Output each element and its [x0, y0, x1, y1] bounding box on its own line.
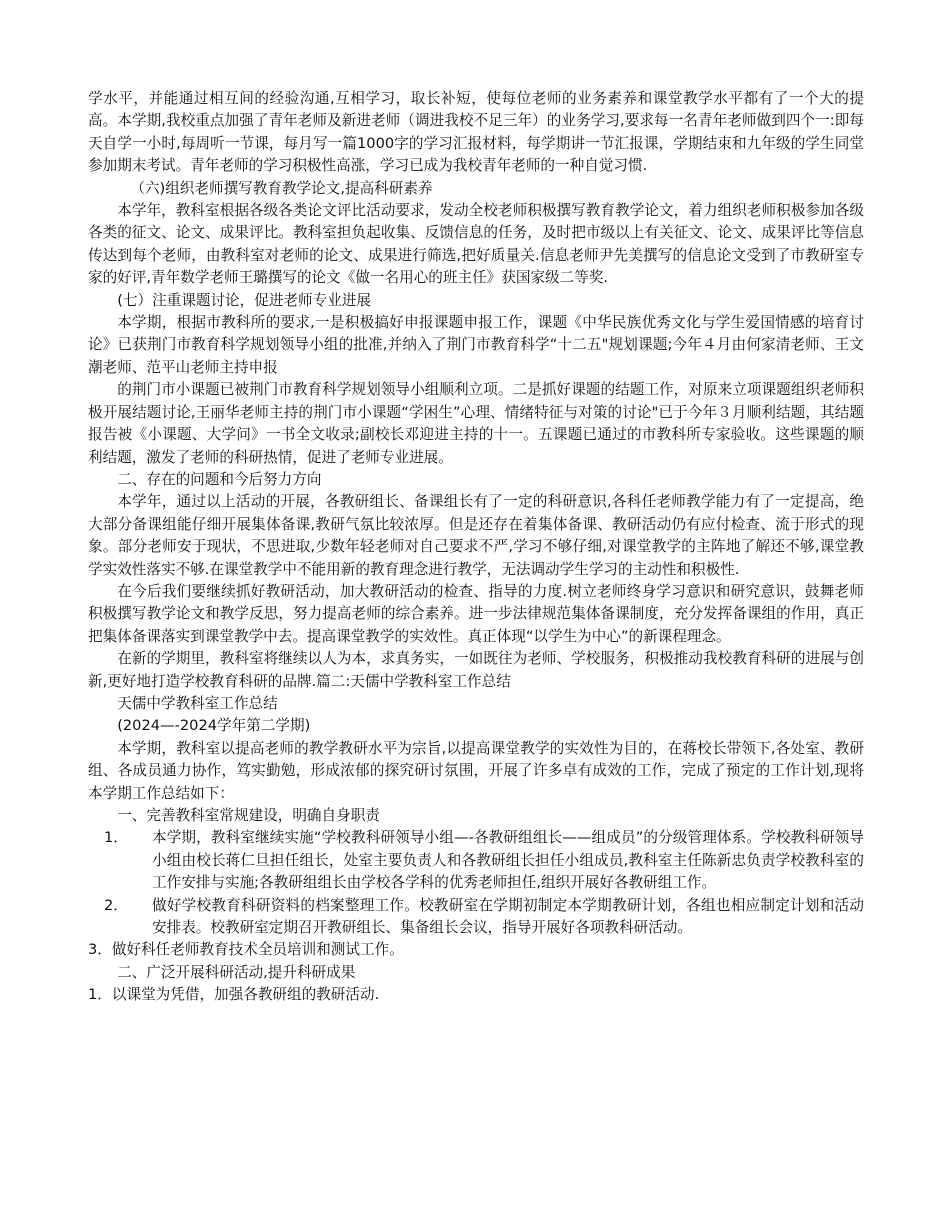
paragraph-new-term: 在新的学期里，教科室将继续以人为本，求真务实，一如既往为老师、学校服务，积极推动我校教育科研的进展与创新,更好地打造学校教育科研的品牌.篇二:天儒中学教科室工作总结: [88, 650, 864, 690]
paragraph-topics-2: 的荆门市小课题已被荆门市教育科学规划领导小组顺利立项。二是抓好课题的结题工作，对原来立项课题组织老师积极开展结题讨论,王丽华老师主持的荆门市小课题“学困生”心理、情绪特征与对策的讨论"已于今年３月顺利结题，其结题报告被《小课题、大学问》一书全文收录;副校长邓迎进主持的十一。五课题已通过的市教科所专家验收。这些课题的顺利结题，激发了老师的科研热情，促进了老师专业进展。: [88, 381, 864, 466]
paragraph-future: 在今后我们要继续抓好教研活动，加大教研活动的检查、指导的力度.树立老师终身学习意识和研究意识，鼓舞老师积极撰写教学论文和教学反思，努力提高老师的综合素养。进一步法律规范集体备课制度，充分发挥备课组的作用，真正把集体备课落实到课堂教学中去。提高课堂教学的实效性。真正体现“以学生为中心”的新课程理念。: [88, 582, 864, 645]
list-item-2: [88, 895, 864, 940]
list-item-3: 3．做好科任老师教育技术全员培训和测试工作。: [88, 941, 404, 959]
paragraph-intro: 本学期，教科室以提高老师的教学教研水平为宗旨,以提高课堂教学的实效性为目的，在蒋校长带领下,各处室、教研组、各成员通力协作，笃实勤勉，形成浓郁的探究研讨氛围，开展了许多卓有成效的工作，完成了预定的工作计划,现将本学期工作总结如下：: [88, 739, 864, 802]
paragraph-problems: 本学年，通过以上活动的开展，各教研组长、备课组长有了一定的科研意识,各科任老师教学能力有了一定提高，绝大部分备课组能仔细开展集体备课,教研气氛比较浓厚。但是还存在着集体备课、教研活动仍有应付检查、流于形式的现象。部分老师安于现状，不思进取,少数年轻老师对自己要求不严,学习不够仔细,对课堂教学的主阵地了解还不够,课堂教学实效性落实不够.在课堂教学中不能用新的教育理念进行教学，无法调动学生学习的主动性和积极性.: [88, 493, 864, 578]
heading-section-7: (七）注重课题讨论，促进老师专业进展: [117, 291, 371, 309]
list-text: 做好学校教育科研资料的档案整理工作。校教研室在学期初制定本学期教研计划，各组也相应制定计划和活动安排表。校教研室定期召开教研组长、集备组长会议，指导开展好各项教科研活动。: [152, 896, 864, 937]
heading-section-6: （六)组织老师撰写教育教学论文,提高科研素养: [130, 179, 433, 197]
paragraph-topics-1: 本学期，根据市教科所的要求,一是积极搞好申报课题申报工作，课题《中华民族优秀文化与学生爱国情感的培育讨论》已获荆门市教育科学规划领导小组的批准,并纳入了荆门市教育科学“十二五"规划课题;今年４月由何家清老师、王文潮老师、范平山老师主持申报: [88, 314, 864, 376]
document-title: 天儒中学教科室工作总结: [117, 694, 278, 712]
list-item-1: [88, 827, 864, 894]
heading-routine: 一、完善教科室常规建设，明确自身职责: [117, 807, 380, 824]
document-page: [88, 88, 864, 1007]
paragraph-papers: 本学年，教科室根据各级各类论文评比活动要求，发动全校老师积极撰写教育教学论文，着力组织老师积极参加各级各类的征文、论文、成果评比。教科室担负起收集、反馈信息的任务，及时把市级以上有关征文、论文、成果评比等信息传达到每个老师，由教科室对老师的论文、成果进行筛选,把好质量关.信息老师尹先美撰写的信息论文受到了市教研室专家的好评,青年数学老师王璐撰写的论文《做一名用心的班主任》获国家级二等奖.: [88, 202, 864, 287]
document-subtitle: (2024—-2024学年第二学期): [117, 717, 311, 735]
list-number: 1．: [104, 829, 128, 847]
list-item-4: 1．以课堂为凭借，加强各教研组的教研活动.: [88, 986, 380, 1004]
list-number: 2．: [104, 896, 128, 914]
paragraph-young-teachers: 学水平，并能通过相互间的经验沟通,互相学习，取长补短，使每位老师的业务素养和课堂教学水平都有了一个大的提高。本学期,我校重点加强了青年老师及新进老师（调进我校不足三年）的业务学习,要求每一名青年老师做到四个一:即每天自学一小时,每周听一节课，每月写一篇1000字的学习汇报材料，每学期讲一节汇报课，学期结束和九年级的学生同堂参加期末考试。青年老师的学习积极性高涨，学习已成为我校青年老师的一种自觉习惯.: [88, 90, 864, 175]
heading-problems: 二、存在的问题和今后努力方向: [117, 470, 322, 488]
list-text: 本学期，教科室继续实施“学校教科研领导小组—-各教研组组长——组成员”的分级管理体系。学校教科研领导小组由校长蒋仁旦担任组长，处室主要负责人和各教研组长担任小组成员,教科室主任陈新忠负责学校教科室的工作安排与实施;各教研组组长由学校各学科的优秀老师担任,组织开展好各教研组工作。: [152, 829, 864, 892]
heading-research: 二、广泛开展科研活动,提升科研成果: [117, 963, 356, 981]
